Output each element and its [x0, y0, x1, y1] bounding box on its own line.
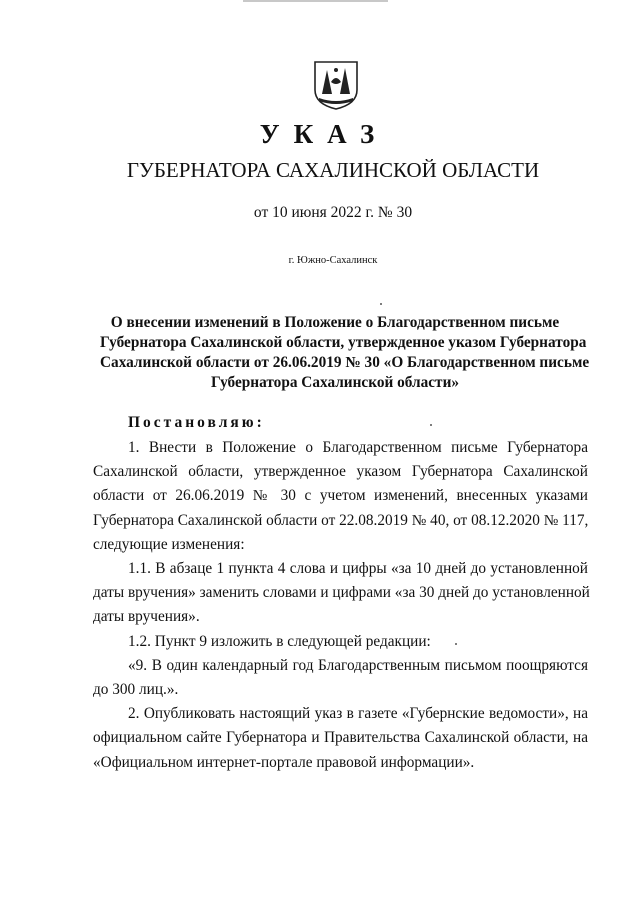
paragraph-line: «Официальном интернет-портале правовой информации». — [93, 753, 475, 771]
document-date-number: от 10 июня 2022 г. № 30 — [253, 204, 413, 221]
scan-speck — [430, 424, 432, 426]
scan-speck — [455, 643, 457, 645]
paragraph-line: Сахалинской области, утвержденное указом Губернатора Сахалинской — [93, 463, 588, 481]
paragraph-line: 1. Внести в Положение о Благодарственном письме Губернатора — [128, 439, 588, 456]
paragraph-line: 1.2. Пункт 9 изложить в следующей редакции: — [128, 632, 431, 650]
paragraph-line: Губернатора Сахалинской области от 22.08.2019 № 40, от 08.12.2020 № 117, — [93, 511, 589, 529]
paragraph-1-2 — [93, 630, 588, 654]
document-title: УКАЗ — [259, 119, 389, 149]
paragraph-line: «9. В один календарный год Благодарственным письмом поощряются — [128, 656, 588, 674]
paragraph-line: официальном сайте Губернатора и Правительства Сахалинской области, на — [93, 729, 588, 747]
paragraph-line: до 300 лиц.». — [93, 681, 179, 699]
paragraph-line: 2. Опубликовать настоящий указ в газете «Губернские ведомости», на — [128, 705, 588, 723]
paragraph-2 — [93, 702, 588, 775]
heading-line: Сахалинской области от 26.06.2019 № 30 «О Благодарственном письме — [100, 354, 590, 371]
paragraph-line: даты вручения». — [93, 608, 200, 626]
paragraph-1 — [93, 436, 588, 557]
paragraph-1-1 — [93, 557, 588, 630]
paragraph-line: 1.1. В абзаце 1 пункта 4 слова и цифры «за 10 дней до установленной — [128, 560, 588, 578]
paragraph-line: следующие изменения: — [93, 535, 245, 553]
document-issuer: ГУБЕРНАТОРА САХАЛИНСКОЙ ОБЛАСТИ — [126, 158, 540, 182]
heading-line: О внесении изменений в Положение о Благодарственном письме — [110, 314, 560, 331]
paragraph-line: даты вручения» заменить словами и цифрами «за 30 дней до установленной — [93, 584, 590, 602]
decree-word: Постановляю: — [128, 414, 265, 431]
scan-top-mark — [243, 0, 388, 2]
paragraph-point-9 — [93, 654, 588, 702]
heading-line: Губернатора Сахалинской области, утвержденное указом Губернатора — [100, 334, 587, 351]
scan-speck — [380, 303, 382, 305]
document-heading — [100, 313, 590, 393]
document-city: г. Южно-Сахалинск — [288, 255, 378, 266]
coat-of-arms-icon — [313, 60, 359, 110]
paragraph-line: области от 26.06.2019 № 30 с учетом изменений, внесенных указами — [93, 487, 588, 505]
heading-line: Губернатора Сахалинской области» — [210, 374, 460, 391]
document-body — [93, 436, 588, 775]
